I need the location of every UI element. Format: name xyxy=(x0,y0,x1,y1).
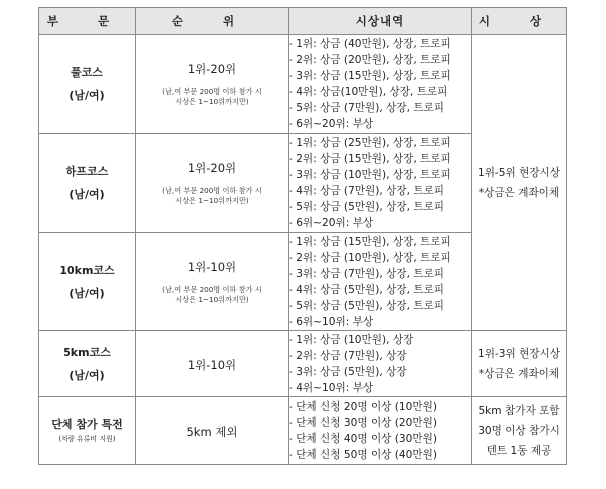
category-name: 5km코스 xyxy=(63,345,111,359)
list-item: - 4위: 상금 (7만원), 상장, 트로피 xyxy=(289,185,445,197)
award-detail-cell xyxy=(289,397,472,465)
list-item: - 1위: 상금 (15만원), 상장, 트로피 xyxy=(289,235,451,248)
table-row-group-participation xyxy=(39,397,567,465)
list-item: - 4위~10위: 부상 xyxy=(289,381,374,394)
rank-note-line2: 시상은 1~10위까지만) xyxy=(175,196,249,205)
rank-range: 1위-20위 xyxy=(187,161,237,175)
rank-range: 1위-10위 xyxy=(187,358,237,372)
award-detail-cell xyxy=(289,233,472,331)
award-text: 텐트 1동 제공 xyxy=(486,444,552,457)
award-list xyxy=(289,399,471,463)
list-item: - 2위: 상금 (20만원), 상장, 트로피 xyxy=(289,54,451,66)
category-cell xyxy=(39,397,136,465)
rank-note-line2: 시상은 1~10위까지만) xyxy=(175,294,249,304)
list-item: - 단체 신청 40명 이상 (30만원) xyxy=(289,432,437,445)
rank-exclusion: 5km 제외 xyxy=(186,425,238,439)
award-list xyxy=(289,234,471,330)
award-detail-cell xyxy=(289,331,472,397)
list-item: - 2위: 상금 (10만원), 상장, 트로피 xyxy=(289,251,451,264)
category-cell xyxy=(39,134,136,233)
category-cell xyxy=(39,233,136,331)
award-detail-cell xyxy=(289,35,472,134)
list-item: - 4위: 상금(10만원), 상장, 트로피 xyxy=(289,86,448,98)
rank-note-line2: 시상은 1~10위까지만) xyxy=(175,97,249,106)
list-item: - 단체 신청 50명 이상 (40만원) xyxy=(289,448,437,461)
list-item: - 5위: 상금 (7만원), 상장, 트로피 xyxy=(289,102,445,114)
list-item: - 2위: 상금 (15만원), 상장, 트로피 xyxy=(289,153,451,165)
award-text: 5km 참가자 포함 xyxy=(478,404,560,417)
list-item: - 6위~20위: 부상 xyxy=(289,217,374,229)
category-gender: (남/여) xyxy=(69,89,105,102)
category-gender: (남/여) xyxy=(69,368,105,382)
category-name: 풀코스 xyxy=(71,66,103,79)
category-cell xyxy=(39,35,136,134)
category-gender: (남/여) xyxy=(69,286,105,300)
list-item: - 3위: 상금 (7만원), 상장, 트로피 xyxy=(289,267,445,280)
award-cell-onsite-1-5 xyxy=(472,35,567,331)
list-item: - 1위: 상금 (25만원), 상장, 트로피 xyxy=(289,137,451,149)
category-gender: (남/여) xyxy=(69,188,105,201)
award-cell-onsite-1-3 xyxy=(472,331,567,397)
category-cell xyxy=(39,331,136,397)
list-item: - 5위: 상금 (5만원), 상장, 트로피 xyxy=(289,201,445,213)
list-item: - 1위: 상금 (10만원), 상장 xyxy=(289,333,414,346)
rank-cell xyxy=(136,331,289,397)
rank-note-line1: (남,여 부문 200명 이하 참가 시 xyxy=(162,87,262,96)
award-list xyxy=(289,135,471,231)
rank-cell xyxy=(136,233,289,331)
award-text: *상금은 계좌이체 xyxy=(478,186,560,199)
award-text: 1위-5위 현장시상 xyxy=(477,166,561,179)
list-item: - 3위: 상금 (5만원), 상장 xyxy=(289,365,407,378)
award-detail-cell xyxy=(289,134,472,233)
award-list xyxy=(289,332,471,396)
rank-cell xyxy=(136,134,289,233)
header-rank: 순 위 xyxy=(136,8,289,35)
table-row-5km-course xyxy=(39,331,567,397)
rank-cell xyxy=(136,397,289,465)
rank-note-line1: (남,여 부문 200명 이하 참가 시 xyxy=(162,284,262,294)
rank-range: 1위-10위 xyxy=(187,259,237,274)
rank-range: 1위-20위 xyxy=(187,62,237,76)
award-text: *상금은 계좌이체 xyxy=(478,367,560,380)
list-item: - 6위~20위: 부상 xyxy=(289,118,374,130)
awards-table xyxy=(38,7,567,465)
list-item: - 단체 신청 20명 이상 (10만원) xyxy=(289,400,437,413)
category-sub: (차량 유류비 지원) xyxy=(58,434,116,443)
list-item: - 3위: 상금 (15만원), 상장, 트로피 xyxy=(289,70,451,82)
category-name: 단체 참가 특전 xyxy=(51,417,123,431)
table-row-full-course xyxy=(39,35,567,134)
header-award: 시 상 xyxy=(472,8,567,35)
header-award-details: 시상내역 xyxy=(289,8,472,35)
category-name: 10km코스 xyxy=(59,263,115,277)
rank-cell xyxy=(136,35,289,134)
list-item: - 단체 신청 30명 이상 (20만원) xyxy=(289,416,437,429)
list-item: - 1위: 상금 (40만원), 상장, 트로피 xyxy=(289,38,451,50)
header-division: 부 문 xyxy=(39,8,136,35)
list-item: - 4위: 상금 (5만원), 상장, 트로피 xyxy=(289,283,445,296)
list-item: - 5위: 상금 (5만원), 상장, 트로피 xyxy=(289,299,445,312)
award-cell-group-tent xyxy=(472,397,567,465)
category-name: 하프코스 xyxy=(65,165,109,178)
list-item: - 3위: 상금 (10만원), 상장, 트로피 xyxy=(289,169,451,181)
award-list xyxy=(289,36,471,132)
rank-note-line1: (남,여 부문 200명 이하 참가 시 xyxy=(162,186,262,195)
award-text: 1위-3위 현장시상 xyxy=(477,347,561,360)
award-text: 30명 이상 참가시 xyxy=(478,424,560,437)
list-item: - 2위: 상금 (7만원), 상장 xyxy=(289,349,407,362)
header-row xyxy=(39,8,567,35)
list-item: - 6위~10위: 부상 xyxy=(289,315,374,328)
